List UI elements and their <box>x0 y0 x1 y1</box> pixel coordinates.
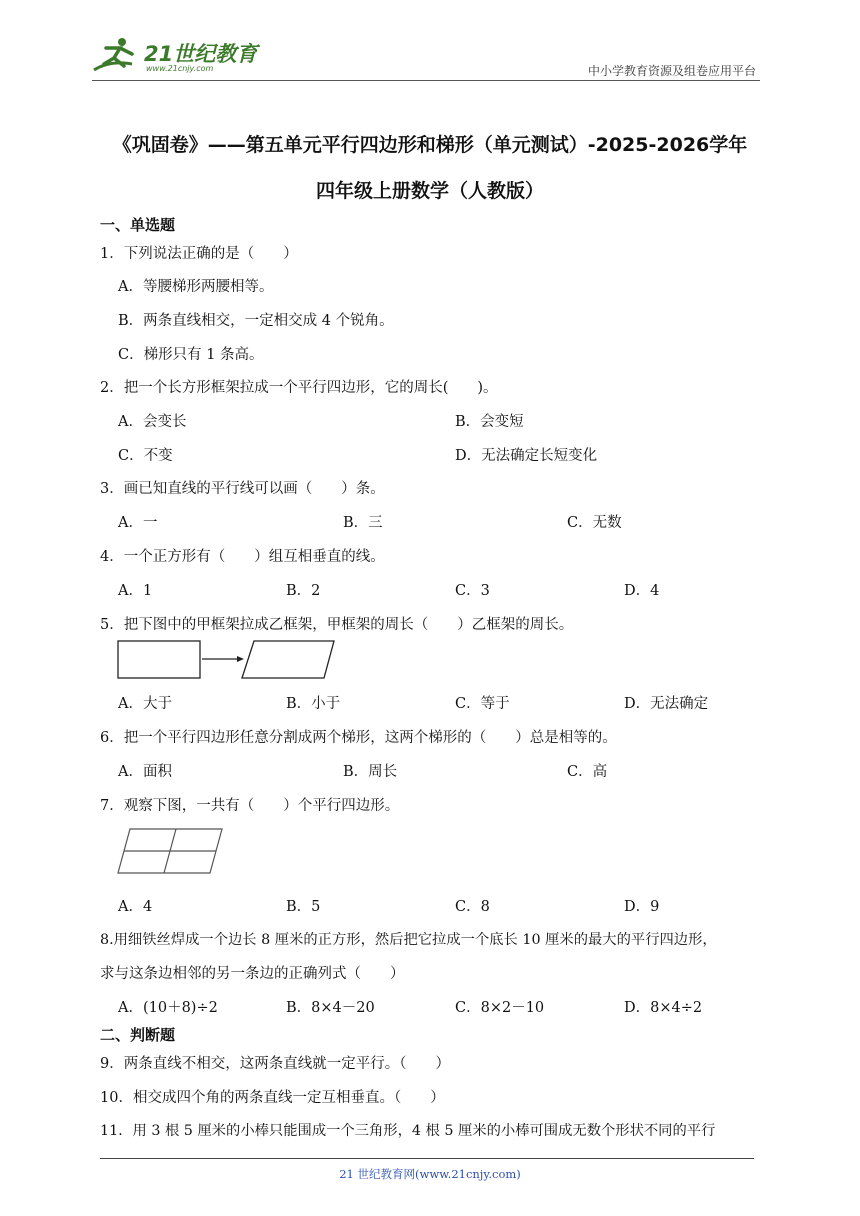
question-8-option-b[interactable]: B．8×4－20 <box>286 1000 375 1016</box>
page-title-line1: 《巩固卷》——第五单元平行四边形和梯形（单元测试）-2025-2026学年 <box>112 134 748 156</box>
question-2-option-d[interactable]: D．无法确定长短变化 <box>455 448 598 464</box>
question-3-stem: 3．画已知直线的平行线可以画（ ）条。 <box>100 481 385 497</box>
parallelogram-grid-figure <box>116 826 226 878</box>
runner-logo-icon <box>92 34 144 76</box>
question-1-option-c[interactable]: C．梯形只有 1 条高。 <box>118 347 264 363</box>
question-10-stem: 10．相交成四个角的两条直线一定互相垂直。（ ） <box>100 1090 445 1106</box>
header-divider <box>92 80 760 81</box>
question-4-stem: 4．一个正方形有（ ）组互相垂直的线。 <box>100 549 385 565</box>
question-1-option-a[interactable]: A．等腰梯形两腰相等。 <box>118 279 274 295</box>
logo <box>92 34 262 76</box>
question-1-stem: 1．下列说法正确的是（ ） <box>100 246 298 262</box>
logo-text: 21世纪教育 <box>144 42 258 66</box>
question-7-option-d[interactable]: D．9 <box>624 899 660 915</box>
section-heading-single-choice: 一、单选题 <box>100 216 176 234</box>
logo-url: www.21cnjy.com <box>146 64 214 73</box>
question-6-option-a[interactable]: A．面积 <box>118 764 172 780</box>
question-11-stem: 11．用 3 根 5 厘米的小棒只能围成一个三角形，4 根 5 厘米的小棒可围成无数个形状不同的平行 <box>100 1123 716 1139</box>
question-7-stem: 7．观察下图，一共有（ ）个平行四边形。 <box>100 798 400 814</box>
question-9-stem: 9．两条直线不相交，这两条直线就一定平行。（ ） <box>100 1056 450 1072</box>
question-8-option-d[interactable]: D．8×4÷2 <box>624 1000 703 1016</box>
question-8-stem-line1: 8.用细铁丝焊成一个边长 8 厘米的正方形，然后把它拉成一个底长 10 厘米的最大的平行四边形， <box>100 932 717 948</box>
question-7-option-c[interactable]: C．8 <box>455 899 490 915</box>
question-1-option-b[interactable]: B．两条直线相交，一定相交成 4 个锐角。 <box>118 313 394 329</box>
question-5-option-b[interactable]: B．小于 <box>286 696 341 712</box>
page-header <box>92 30 760 80</box>
question-8-stem-line2: 求与这条边相邻的另一条边的正确列式（ ） <box>100 966 405 982</box>
question-8-option-c[interactable]: C．8×2－10 <box>455 1000 545 1016</box>
question-4-option-a[interactable]: A．1 <box>118 583 153 599</box>
question-3-option-a[interactable]: A．一 <box>118 515 158 531</box>
question-4-option-d[interactable]: D．4 <box>624 583 660 599</box>
page-title-line2: 四年级上册数学（人教版） <box>315 180 544 202</box>
footer-text[interactable]: 21 世纪教育网(www.21cnjy.com) <box>339 1167 521 1181</box>
question-7-option-a[interactable]: A．4 <box>118 899 153 915</box>
question-5-option-d[interactable]: D．无法确定 <box>624 696 709 712</box>
question-3-option-c[interactable]: C．无数 <box>567 515 622 531</box>
question-5-option-a[interactable]: A．大于 <box>118 696 172 712</box>
question-7-option-b[interactable]: B．5 <box>286 899 321 915</box>
question-6-option-b[interactable]: B．周长 <box>343 764 398 780</box>
rectangle-to-parallelogram-figure <box>116 638 338 682</box>
question-5-stem: 5．把下图中的甲框架拉成乙框架，甲框架的周长（ ）乙框架的周长。 <box>100 617 574 633</box>
question-2-option-c[interactable]: C．不变 <box>118 448 173 464</box>
footer-divider <box>100 1158 754 1159</box>
question-2-stem: 2．把一个长方形框架拉成一个平行四边形，它的周长( )。 <box>100 380 498 396</box>
question-4-option-b[interactable]: B．2 <box>286 583 321 599</box>
question-3-option-b[interactable]: B．三 <box>343 515 383 531</box>
question-2-option-a[interactable]: A．会变长 <box>118 414 187 430</box>
question-6-stem: 6．把一个平行四边形任意分割成两个梯形，这两个梯形的（ ）总是相等的。 <box>100 730 617 746</box>
question-5-option-c[interactable]: C．等于 <box>455 696 510 712</box>
question-2-option-b[interactable]: B．会变短 <box>455 414 524 430</box>
question-8-option-a[interactable]: A．(10＋8)÷2 <box>118 1000 218 1016</box>
question-4-option-c[interactable]: C．3 <box>455 583 490 599</box>
section-heading-true-false: 二、判断题 <box>100 1026 176 1044</box>
question-6-option-c[interactable]: C．高 <box>567 764 608 780</box>
platform-name: 中小学教育资源及组卷应用平台 <box>587 64 756 78</box>
